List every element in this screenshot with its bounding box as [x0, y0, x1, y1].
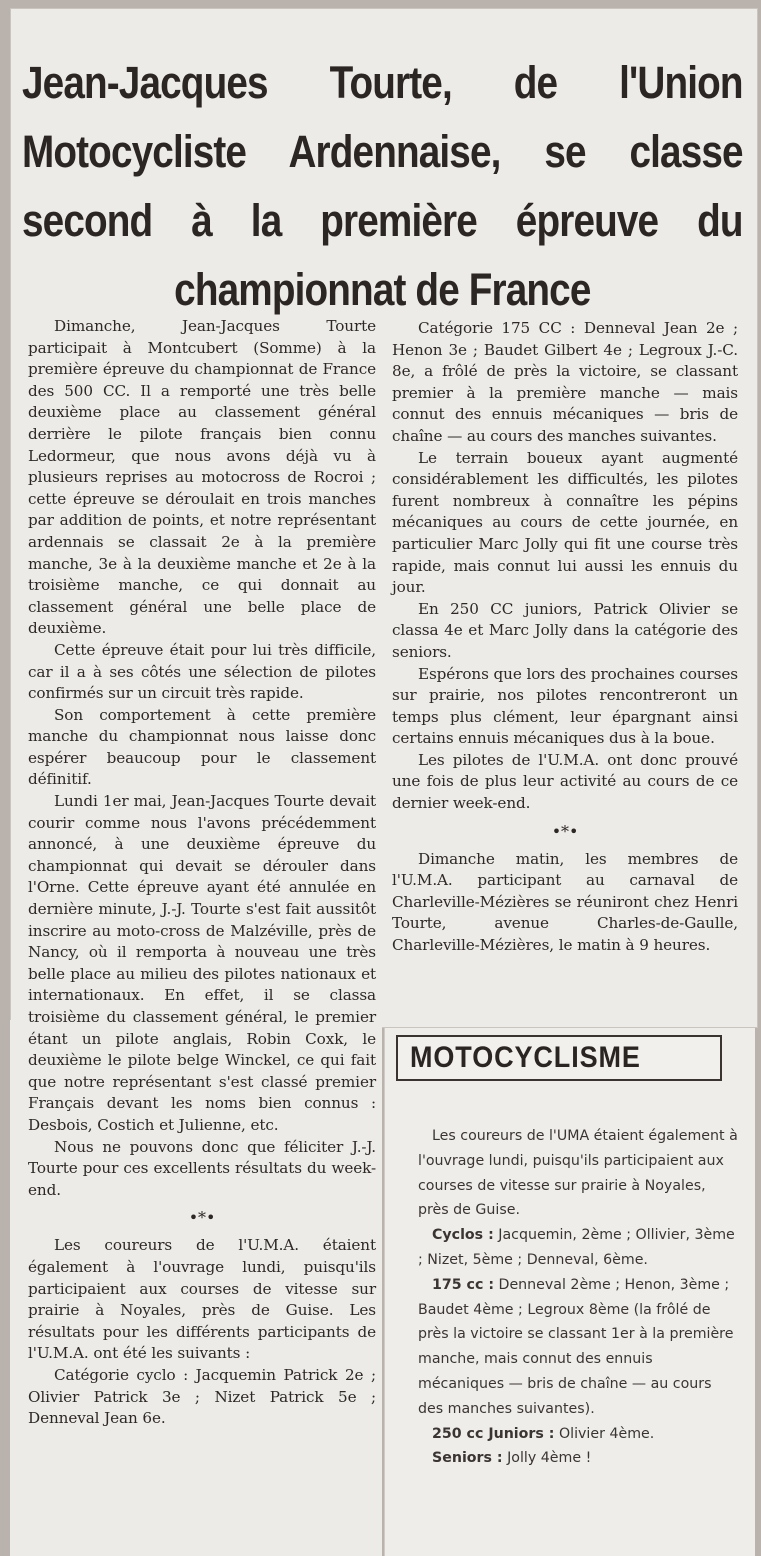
paragraph: Espérons que lors des prochaines courses sur prairie, nos pilotes rencontreront un temps plus clément, leur épargnant ainsi certains ennuis mécaniques dus à la boue. — [392, 664, 738, 748]
moto-cyclos — [418, 1223, 740, 1273]
moto-seniors — [418, 1446, 740, 1471]
moto-result: Olivier 4ème. — [558, 1425, 655, 1442]
moto-label: Seniors : — [432, 1450, 503, 1467]
paragraph: Le terrain boueux ayant augmenté considérablement les difficultés, les pilotes furent nombreux à connaître les pépins mécaniques au cours de cette journée, en particulier Marc Jolly qui fit une course très rapide, mais connut lui aussi les ennuis du jour. — [392, 448, 738, 597]
paragraph: Catégorie cyclo : Jacquemin Patrick 2e ; Olivier Patrick 3e ; Nizet Patrick 5e ; Denneval Jean 6e. — [28, 1365, 376, 1428]
right-column — [392, 318, 738, 957]
paragraph: Son comportement à cette première manche du championnat nous laisse donc espérer beaucoup pour le classement définitif. — [28, 705, 376, 789]
moto-label: Cyclos : — [432, 1227, 494, 1244]
paragraph: En 250 CC juniors, Patrick Olivier se classa 4e et Marc Jolly dans la catégorie des seniors. — [392, 599, 738, 661]
section-separator: •*• — [188, 1208, 216, 1228]
moto-175cc — [418, 1273, 740, 1422]
motocyclisme-text — [418, 1124, 740, 1471]
moto-result: Jolly 4ème ! — [507, 1450, 592, 1467]
paragraph: Dimanche matin, les membres de l'U.M.A. participant au carnaval de Charleville-Mézières se réuniront chez Henri Tourte, avenue Charles-de-Gaulle, Charleville-Mézières, le matin à 9 heures. — [392, 849, 738, 955]
paragraph: Lundi 1er mai, Jean-Jacques Tourte devait courir comme nous l'avons précédemment annoncé, à une deuxième épreuve du championnat qui devait se dérouler dans l'Orne. Cette épreuve ayant été annulée en dernière minute, J.-J. Tourte s'est fait aussitôt inscrire au moto-cross de Malzéville, près de Nancy, où il remporta à nouveau une très belle place au milieu des pilotes nationaux et internationaux. En effet, il se classa troisième du classement général, le premier étant un pilote anglais, Robin Coxk, le deuxième le pilote belge Winckel, ce qui fait que notre représentant s'est classé premier Français devant les noms bien connus : Desbois, Costich et Julienne, etc. — [28, 792, 376, 1134]
left-column — [28, 316, 376, 1430]
moto-250cc — [418, 1422, 740, 1447]
paragraph: Nous ne pouvons donc que féliciter J.-J. Tourte pour ces excellents résultats du week-end. — [28, 1137, 376, 1199]
paragraph: Les pilotes de l'U.M.A. ont donc prouvé une fois de plus leur activité au cours de ce dernier week-end. — [392, 750, 738, 813]
moto-intro: Les coureurs de l'UMA étaient également à l'ouvrage lundi, puisqu'ils participaient aux courses de vitesse sur prairie à Noyales, près de Guise. — [418, 1128, 738, 1219]
paragraph: Cette épreuve était pour lui très difficile, car il a à ses côtés une sélection de pilotes confirmés sur un circuit très rapide. — [28, 640, 376, 703]
moto-label: 175 cc : — [432, 1276, 494, 1293]
moto-label: 250 cc Juniors : — [432, 1425, 555, 1442]
article-headline: Jean-Jacques Tourte, de l'Union Motocycliste Ardennaise, se classe second à la première épreuve du championnat de France — [22, 57, 743, 315]
section-separator: •*• — [551, 821, 579, 841]
motocyclisme-title: MOTOCYCLISME — [410, 1041, 641, 1074]
paragraph: Les coureurs de l'U.M.A. étaient également à l'ouvrage lundi, puisqu'ils participaient aux courses de vitesse sur prairie à Noyales, près de Guise. Les résultats pour les différents participants de l'U.M.A. ont été les suivants : — [28, 1236, 376, 1363]
motocyclisme-header-box — [396, 1035, 722, 1081]
paragraph: Dimanche, Jean-Jacques Tourte participait à Montcubert (Somme) à la première épreuve du championnat de France des 500 CC. Il a remporté une très belle deuxième place au classement général derrière le pilote français bien connu Ledormeur, que nous avons déjà vu à plusieurs reprises au motocross de Rocroi ; cette épreuve se déroulait en trois manches par addition de points, et notre représentant ardennais se classait 2e à la première manche, 3e à la deuxième manche et 2e à la troisième manche, ce qui donnait au classement général une belle place de deuxième. — [28, 317, 376, 638]
moto-result: Denneval 2ème ; Henon, 3ème ; Baudet 4ème ; Legroux 8ème (la frôlé de près la victoire se classant 1er à la première manche, mais connut des ennuis mécaniques — bris de chaîne — au cours des manches suivantes). — [418, 1276, 734, 1417]
moto-result: Jacquemin, 2ème ; Ollivier, 3ème ; Nizet, 5ème ; Denneval, 6ème. — [418, 1227, 735, 1268]
paragraph: Catégorie 175 CC : Denneval Jean 2e ; Henon 3e ; Baudet Gilbert 4e ; Legroux J.-C. 8e, a frôlé de près la victoire, se classant premier à la première manche — mais connut des ennuis mécaniques — bris de chaîne — au cours des manches suivantes. — [392, 319, 738, 445]
